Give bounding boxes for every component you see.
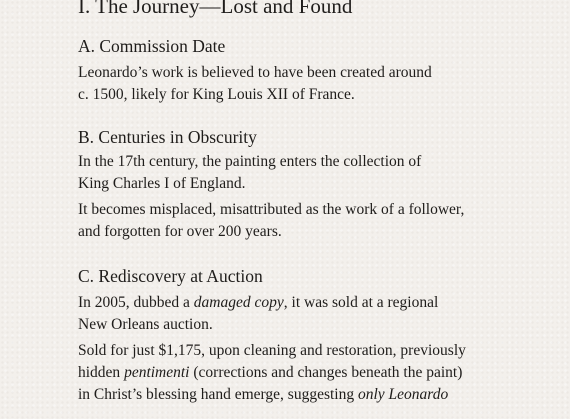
text-run: , it was sold at a regional [283,294,439,311]
text-line [78,384,498,406]
text-line: It becomes misplaced, misattributed as the work of a follower, [78,201,465,218]
document-heading: I. The Journey—Lost and Found [78,0,353,18]
emphasis-damaged-copy: damaged copy [193,294,284,311]
paragraph-collection [78,151,498,195]
text-run: (corrections and changes beneath the paint) [189,364,463,381]
text-line: In the 17th century, the painting enters the collection of [78,153,422,170]
text-line: King Charles I of England. [78,175,246,192]
section-title-centuries-in-obscurity: B. Centuries in Obscurity [78,127,257,147]
text-line: c. 1500, likely for King Louis XII of France. [78,86,355,103]
text-line: Sold for just $1,175, upon cleaning and restoration, previously [78,342,466,359]
text-run: in Christ’s blessing hand emerge, suggesting [78,386,358,403]
text-line [78,292,498,314]
paragraph-auction [78,292,498,336]
text-line: New Orleans auction. [78,316,213,333]
section-title-commission-date: A. Commission Date [78,36,226,56]
text-line: and forgotten for over 200 years. [78,223,282,240]
text-line: Leonardo’s work is believed to have been created around [78,64,432,81]
emphasis-only-leonardo: only Leonardo [357,386,449,403]
emphasis-pentimenti: pentimenti [124,364,190,381]
section-title-rediscovery-at-auction: C. Rediscovery at Auction [78,266,263,286]
paragraph-commission-date [78,62,498,106]
paragraph-misplaced [78,199,498,243]
text-run: hidden [78,364,125,381]
text-line [78,362,498,384]
text-run: In 2005, dubbed a [78,294,194,311]
paragraph-restoration [78,340,498,406]
